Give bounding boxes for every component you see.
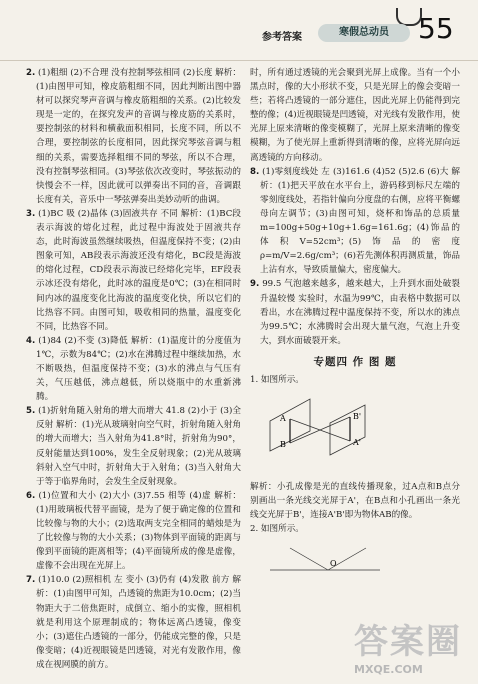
label-b: B [280,439,286,449]
answer-item: 9. 99.5 气泡越来越多，越来越大，上升到水面处破裂 升温较慢 实验时，水温为99℃，由表格中数据可以看出，水在沸腾过程中温度保持不变，所以水的沸点为99.5℃；水沸腾时会出现大量气泡，气泡上升变大，到水面破裂开来。 [250,279,460,346]
right-column [250,66,460,590]
left-column [26,66,241,672]
answer-item: 6. (1)位置和大小 (2)大小 (3)7.55 相等 (4)虚 解析：(1)用玻璃板代替平面镜，是为了便于确定像的位置和比较像与物的大小；(2)选取两支完全相同的蜡烛是为了比较像与物的大小关系；(3)物体到平面镜的距离与像到平面镜的距离相等；(4)平面镜所成的像是虚像，虚像不会出现在光屏上。 [26,490,241,572]
section-item-1: 1. 如图所示。 [250,374,304,385]
section-item-2: 2. 如图所示。 [250,524,304,535]
answer-item: 8. (1)零刻度线处 左 (3)161.6 (4)52 (5)2.6 (6)大 解析：(1)把天平放在水平台上，游码移到标尺左端的零刻度线处，若指针偏向分度盘的右侧，应将平衡螺母向左调节；(3)由图可知，烧杯和饰品的总质量m=100g+50g+10g+1.6g=161.6g；(4)饰品的体积V=52cm³；(5)饰品的密度ρ=m/V=2.6g/cm³；(6)若先测体积再测质量，饰品上沾有水，导致质量偏大，密度偏大。 [250,166,461,276]
pinhole-figure [250,391,400,471]
label-b-prime: B' [353,411,362,421]
reflection-figure [250,540,400,580]
answer-item: 4. (1)84 (2)不变 (3)降低 解析：(1)温度计的分度值为1℃，示数为84℃；(2)水在沸腾过程中继续加热，水不断吸热，但温度保持不变；(3)水的沸点与气压有关，气压越低，沸点越低，所以烧瓶中的水重新沸腾。 [26,335,241,403]
section-badge: 寒假总动员 [318,24,410,42]
answer-item: 7. (1)10.0 (2)照相机 左 变小 (3)仍有 (4)发散 前方 解析：(1)由图甲可知，凸透镜的焦距为10.0cm；(2)当物距大于二倍焦距时，成倒立、缩小的实像，照相机就是利用这个原理制成的；物体远离凸透镜，像变小；(3)遮住凸透镜的一部分，仍能成完整的像，只是像变暗；(4)近视眼镜是凹透镜，对光有发散作用，像成在视网膜的前方。 [26,575,241,670]
label-o: O [330,559,337,569]
section-analysis: 解析：小孔成像是光的直线传播现象，过A点和B点分别画出一条光线交光屏于A'，在B点和小孔画出一条光线交光屏于B'，连接A'B'即为物体AB的像。 [250,482,460,521]
page-header [0,0,478,61]
answer-item: 时，所有通过透镜的光会聚到光屏上成像。当有一个小黑点时，像的大小形状不变，只是光屏上的像会变暗一些；若将凸透镜的一部分遮住，因此光屏上仍能得到完整的像；(4)近视眼镜是凹透镜，对光线有发散作用，使光屏上原来清晰的像变模糊了，光屏上原来清晰的像变模糊，为了使光屏上重新得到清晰的像，应将光屏向远离透镜的方向移动。 [250,68,460,163]
answer-item: 3. (1)BC 吸 (2)晶体 (3)固液共存 不同 解析：(1)BC段表示海波的熔化过程，此过程中海波处于固液共存态，此时海波虽然继续吸热，但温度保持不变；(2)由图象可知，AB段表示海波还没有熔化，BC段是海波的熔化过程，CD段表示海波已经熔化完毕，EF段表示冰还没有熔化，此时冰的温度是0℃；(3)在相同时间内冰的温度变化比海波的温度变化快，所以它们的比热容不同。由图可知，吸收相同的热量，温度变化不同，比热容不同。 [26,208,242,332]
answer-item: 2. (1)粗细 (2)不合理 没有控制琴弦相同 (2)长度 解析：(1)由图甲可知，橡皮筋粗细不同，因此判断出图中器材可以探究琴声音调与橡皮筋粗细的关系。(2)比较发现是一定的，在探究发声的音调与橡皮筋的关系时，要控制弦的材料和横截面积相同，长度不同，所以不合理，要控制弦的长度相同，因此探究琴弦音调与粗细的关系，需要选择粗细不同的琴弦，所以不合理，没有控制琴弦相同。(3)琴弦依次改变时，琴弦振动的快慢会不一样，因此就可以弹奏出不同的音，音调跟长度有关，音乐中一琴弦弹奏出美妙动听的曲调。 [26,68,242,205]
label-a-prime: A' [353,437,361,447]
answer-item: 5. (1)折射角随入射角的增大而增大 41.8 (2)小于 (3)全反射 解析：(1)光从玻璃射向空气时，折射角随入射角的增大而增大；当入射角为41.8°时，折射角为90°，反射能量达到100%，发生全反射现象；(2)光从玻璃斜射入空气中时，折射角大于入射角；(3)当入射角大于等于临界角时，会发生全反射现象。 [26,406,241,487]
label-a: A [280,413,286,423]
watermark: 答案圈 MXQE.COM [354,622,462,676]
page-number: 55 [418,12,454,45]
section-title: 专题四 作 图 题 [313,355,397,368]
ref-label: 参考答案 [262,32,302,43]
